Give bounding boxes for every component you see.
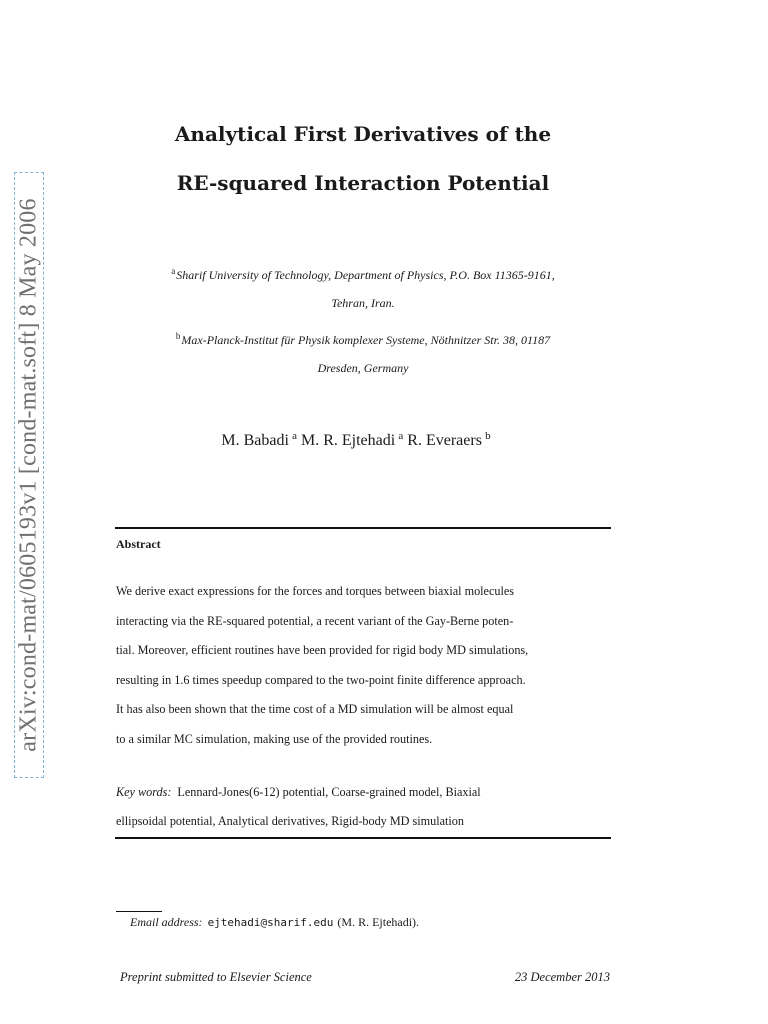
paper-title-line-2: RE-squared Interaction Potential: [176, 171, 550, 195]
affiliation-b: [0, 331, 726, 348]
keywords: [116, 778, 610, 836]
abstract-line: tial. Moreover, efficient routines have been provided for rigid body MD simulations,: [116, 643, 529, 658]
abstract-bottom-rule: [115, 837, 611, 839]
affiliation-b-line-1: Max-Planck-Institut für Physik komplexer Systeme, Nöthnitzer Str. 38, 01187: [181, 333, 551, 347]
abstract-line: interacting via the RE-squared potential, a recent variant of the Gay-Berne poten-: [116, 613, 514, 628]
author-affiliation-mark: a: [292, 430, 297, 442]
affiliation-a-line-2: Tehran, Iran.: [331, 296, 395, 310]
abstract-line: It has also been shown that the time cost of a MD simulation will be almost equal: [116, 702, 514, 717]
preprint-notice: Preprint submitted to Elsevier Science: [120, 970, 312, 984]
arxiv-identifier: arXiv:cond-mat/0605193v1 [cond-mat.soft] 8 May 2006: [15, 198, 42, 752]
abstract-heading: Abstract: [116, 537, 161, 551]
affiliation-a-line-1: Sharif University of Technology, Department of Physics, P.O. Box 11365-9161,: [176, 268, 555, 282]
abstract-body: [116, 577, 610, 755]
preprint-date: 23 December 2013: [514, 970, 610, 984]
keywords-line-2: ellipsoidal potential, Analytical derivatives, Rigid-body MD simulation: [116, 814, 464, 828]
author-name: R. Everaers: [407, 432, 482, 449]
abstract-line: to a similar MC simulation, making use of the provided routines.: [116, 731, 433, 746]
abstract-line: We derive exact expressions for the forces and torques between biaxial molecules: [116, 584, 515, 598]
author-list: [0, 430, 716, 450]
arxiv-stamp: [14, 172, 44, 778]
abstract-line: resulting in 1.6 times speedup compared to the two-point finite difference approach.: [116, 672, 526, 687]
keywords-label: Key words:: [116, 785, 172, 799]
author-affiliation-mark: a: [398, 430, 404, 442]
email-footnote: [130, 915, 419, 930]
affiliation-a-mark: a: [171, 266, 176, 276]
author-affiliation-mark: b: [485, 430, 491, 442]
affiliation-b-line-2: Dresden, Germany: [317, 361, 409, 375]
author-name: M. R. Ejtehadi: [300, 432, 396, 449]
paper-title-line-1: Analytical First Derivatives of the: [174, 122, 552, 146]
footnote-rule: [116, 911, 162, 912]
email-address[interactable]: ejtehadi@sharif.edu: [207, 916, 334, 929]
keywords-line-1: Lennard-Jones(6-12) potential, Coarse-grained model, Biaxial: [177, 785, 481, 799]
affiliation-a: [0, 266, 726, 283]
abstract-top-rule: [115, 527, 611, 529]
email-owner: (M. R. Ejtehadi).: [337, 915, 420, 929]
affiliation-b-mark: b: [175, 331, 181, 341]
author-name: M. Babadi: [221, 432, 289, 449]
email-label: Email address:: [130, 915, 203, 929]
